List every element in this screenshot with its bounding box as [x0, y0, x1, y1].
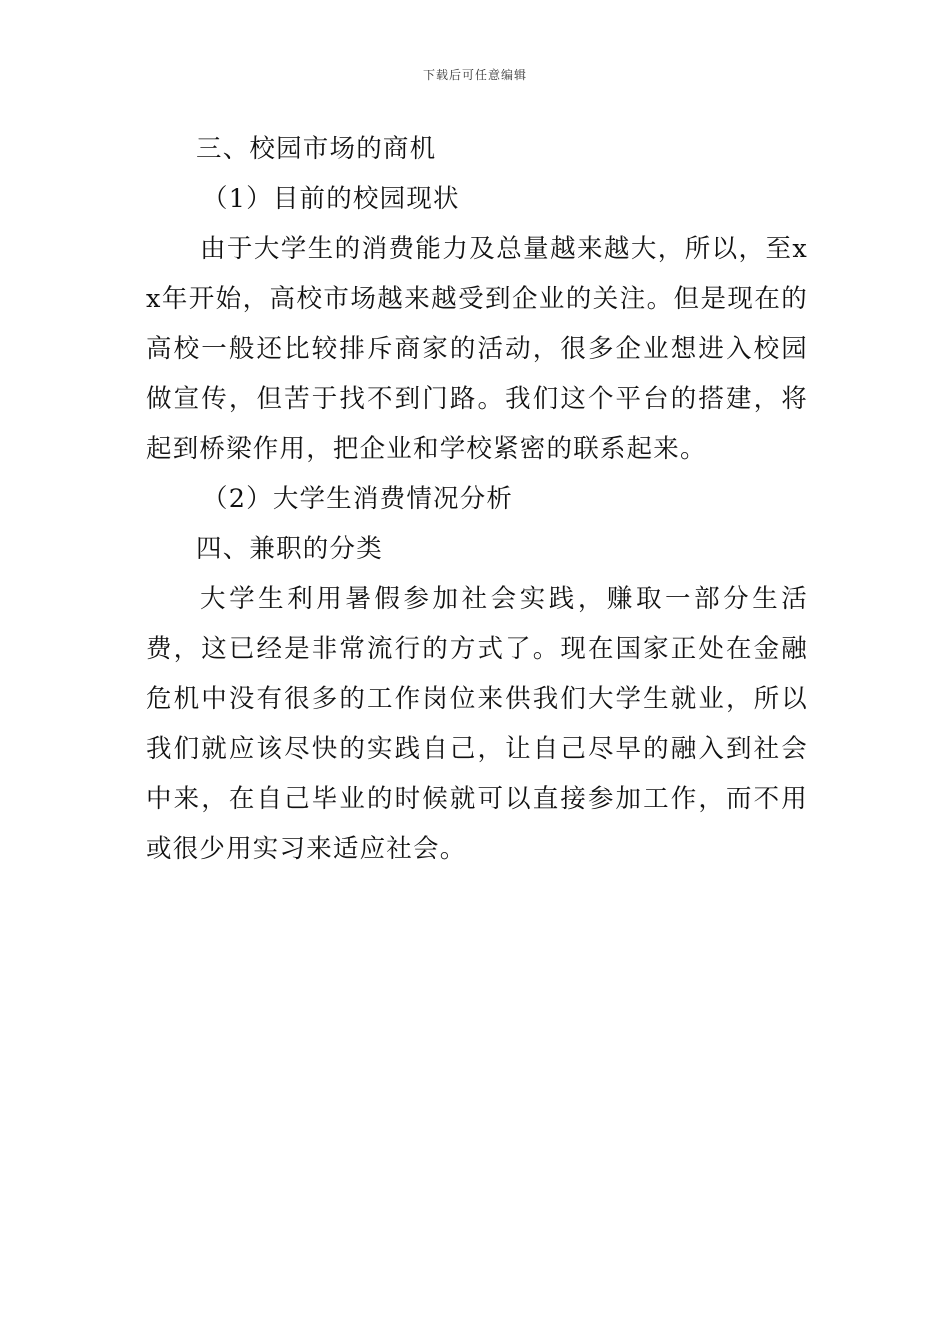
- section-4-paragraph-1: 大学生利用暑假参加社会实践，赚取一部分生活费，这已经是非常流行的方式了。现在国家正处在金融危机中没有很多的工作岗位来供我们大学生就业，所以我们就应该尽快的实践自己，让自己尽早的融入到社会中来，在自己毕业的时候就可以直接参加工作，而不用或很少用实习来适应社会。: [146, 584, 808, 864]
- section-3-heading: 三、校园市场的商机: [196, 134, 437, 164]
- document-body: [146, 124, 808, 874]
- section-3-subheading-1: （1）目前的校园现状: [202, 184, 460, 214]
- section-3-paragraph-1: 由于大学生的消费能力及总量越来越大，所以，至xx年开始，高校市场越来越受到企业的关注。但是现在的高校一般还比较排斥商家的活动，很多企业想进入校园做宣传，但苦于找不到门路。我们这个平台的搭建，将起到桥梁作用，把企业和学校紧密的联系起来。: [146, 234, 808, 464]
- section-3-subheading-2: （2）大学生消费情况分析: [202, 484, 514, 514]
- section-4-heading: 四、兼职的分类: [196, 534, 383, 564]
- header-note: 下载后可任意编辑: [422, 68, 527, 82]
